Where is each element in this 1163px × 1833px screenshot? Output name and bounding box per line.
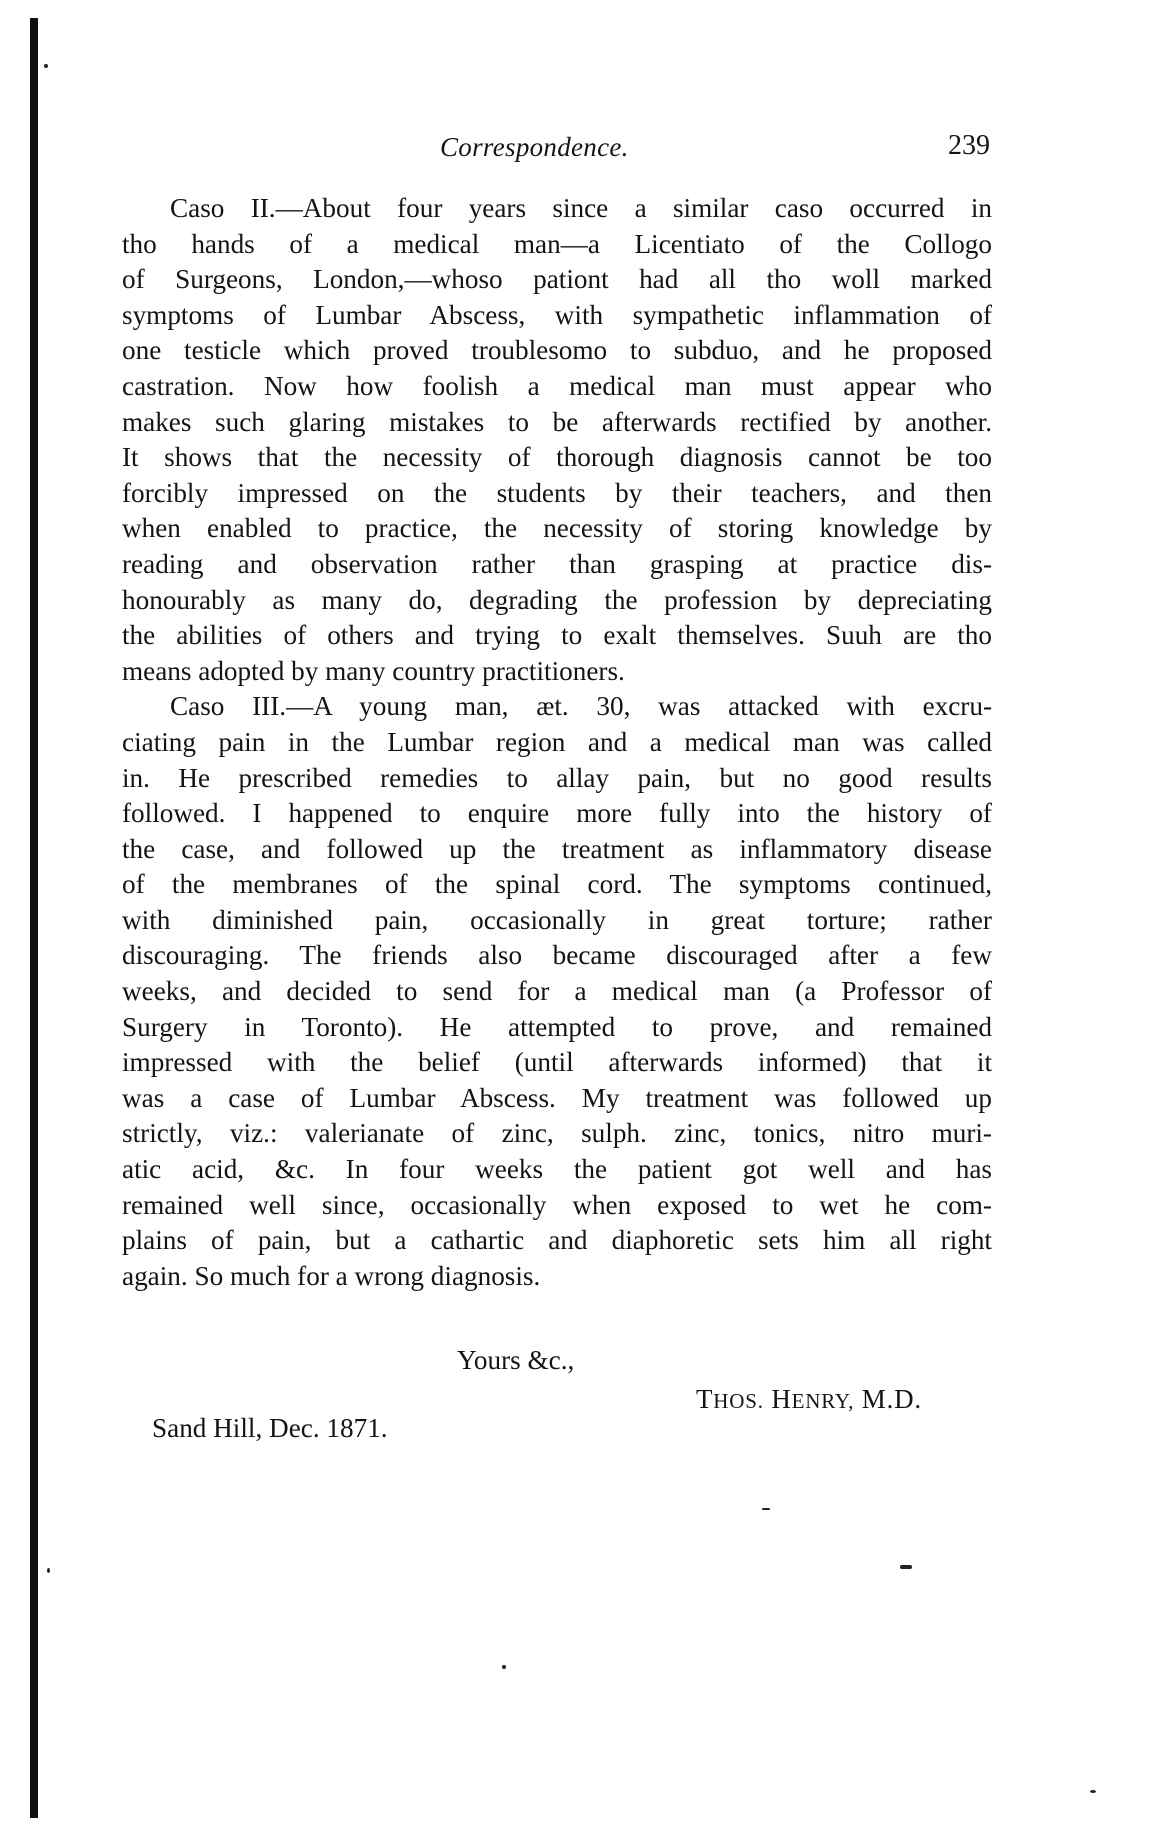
text-line: impressed with the belief (until afterwards informed) that it <box>122 1047 992 1078</box>
closing-salutation: Yours &c., <box>457 1345 575 1375</box>
signature-first-name: HOS. <box>713 1389 764 1413</box>
text-line: the abilities of others and trying to exalt themselves. Suuh are tho <box>122 620 992 651</box>
text-line: ciating pain in the Lumbar region and a medical man was called <box>122 726 992 757</box>
text-line: strictly, viz.: valerianate of zinc, sulph. zinc, tonics, nitro muri- <box>122 1118 992 1149</box>
text-line: tho hands of a medical man—a Licentiato of the Collogo <box>122 228 992 259</box>
page-number: 239 <box>948 130 990 161</box>
signature-initial: T <box>696 1384 714 1414</box>
signature-degree: M.D. <box>861 1384 922 1414</box>
text-line: It shows that the necessity of thorough diagnosis cannot be too <box>122 442 992 473</box>
text-line: Surgery in Toronto). He attempted to prove, and remained <box>122 1011 992 1042</box>
text-line: weeks, and decided to send for a medical man (a Professor of <box>122 976 992 1007</box>
text-line: the case, and followed up the treatment as inflammatory disease <box>122 833 992 864</box>
text-line: plains of pain, but a cathartic and diaphoretic sets him all right <box>122 1225 992 1256</box>
text-line: when enabled to practice, the necessity of storing knowledge by <box>122 513 992 544</box>
text-line: one testicle which proved troublesomo to subduo, and he proposed <box>122 335 992 366</box>
text-line: atic acid, &c. In four weeks the patient got well and has <box>122 1154 992 1185</box>
text-line: honourably as many do, degrading the profession by depreciating <box>122 584 992 615</box>
text-line: makes such glaring mistakes to be afterwards rectified by another. <box>122 406 992 437</box>
case-three-paragraph <box>122 689 992 1294</box>
running-title: Correspondence. <box>440 132 629 162</box>
text-line: was a case of Lumbar Abscess. My treatment was followed up <box>122 1082 992 1113</box>
signature-last-name: ENRY, <box>791 1389 855 1413</box>
text-line: Caso II.—About four years since a similar caso occurred in <box>170 193 992 223</box>
text-line: discouraging. The friends also became discouraged after a few <box>122 940 992 971</box>
signature <box>696 1384 922 1415</box>
letter-body <box>122 191 992 1294</box>
text-line: symptoms of Lumbar Abscess, with sympathetic inflammation of <box>122 299 992 330</box>
text-line: followed. I happened to enquire more fully into the history of <box>122 798 992 829</box>
text-line: again. So much for a wrong diagnosis. <box>122 1260 541 1291</box>
text-line: Caso III.—A young man, æt. 30, was attacked with excru- <box>170 691 992 722</box>
text-line: in. He prescribed remedies to allay pain, but no good results <box>122 762 992 793</box>
text-line: means adopted by many country practitioners. <box>122 655 625 686</box>
text-line: forcibly impressed on the students by their teachers, and then <box>122 477 992 508</box>
text-line: castration. Now how foolish a medical man must appear who <box>122 370 992 401</box>
text-line: with diminished pain, occasionally in great torture; rather <box>122 904 992 935</box>
text-line: of the membranes of the spinal cord. The symptoms continued, <box>122 869 992 900</box>
text-line: of Surgeons, London,—whoso pationt had all tho woll marked <box>122 264 992 295</box>
dateline: Sand Hill, Dec. 1871. <box>152 1413 388 1443</box>
text-line: remained well since, occasionally when exposed to wet he com- <box>122 1189 992 1220</box>
case-two-paragraph <box>122 191 992 689</box>
signature-initial: H <box>771 1384 792 1414</box>
text-line: reading and observation rather than grasping at practice dis- <box>122 548 992 579</box>
